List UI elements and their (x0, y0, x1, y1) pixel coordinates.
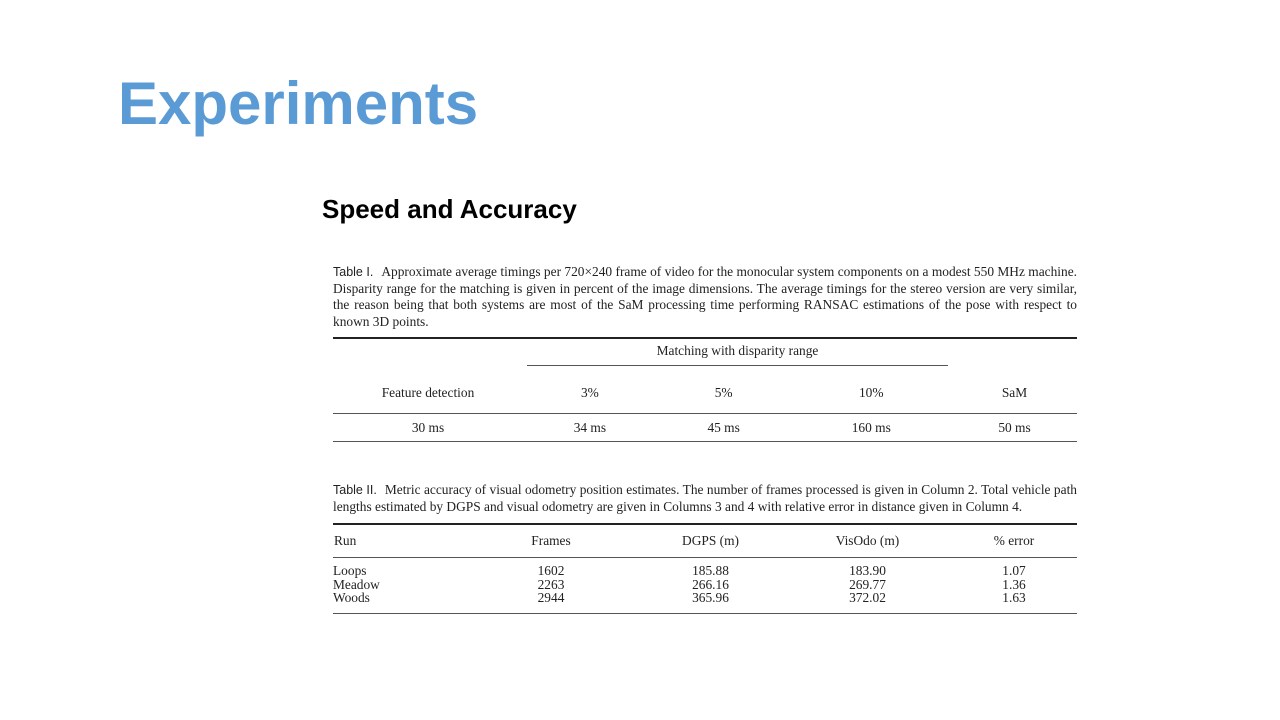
visodo-cell: 269.77 (849, 576, 886, 592)
error-cell: 1.36 (1002, 576, 1026, 592)
table-1 (333, 337, 1077, 442)
table-2-header-frames: Frames (465, 524, 637, 558)
table-2-header-visodo: VisOdo (m) (784, 524, 951, 558)
table-1-value-feature-detection: 30 ms (411, 419, 445, 435)
visodo-cell: 372.02 (849, 590, 886, 606)
table-row (333, 414, 1077, 442)
run-cell: Loops (333, 563, 367, 579)
table-1-figure (333, 264, 1077, 442)
table-2-header-row (333, 524, 1077, 558)
slide-title: Experiments (118, 70, 479, 137)
table-1-value-sam: 50 ms (998, 419, 1031, 435)
empty-cell (952, 338, 1077, 369)
table-1-header-sam: SaM (952, 369, 1077, 414)
table-2 (333, 523, 1077, 614)
table-1-value-5pct: 45 ms (707, 419, 740, 435)
table-row (333, 578, 1077, 592)
dgps-cell: 365.96 (692, 590, 729, 606)
table-row (333, 591, 1077, 613)
dgps-cell: 185.88 (692, 563, 729, 579)
error-cell: 1.07 (1002, 563, 1026, 579)
table-2-header-error: % error (951, 524, 1077, 558)
table-row (333, 558, 1077, 578)
run-cell: Meadow (333, 576, 380, 592)
table-2-caption (333, 482, 1077, 515)
error-cell: 1.63 (1002, 590, 1026, 606)
table-1-value-10pct: 160 ms (851, 419, 891, 435)
frames-cell: 2263 (537, 576, 565, 592)
table-1-header-10pct: 10% (791, 369, 953, 414)
table-1-group-header: Matching with disparity range (523, 338, 952, 369)
visodo-cell: 183.90 (849, 563, 886, 579)
frames-cell: 1602 (537, 563, 565, 579)
table-1-header-feature-detection: Feature detection (333, 369, 523, 414)
frames-cell: 2944 (537, 590, 565, 606)
section-subtitle: Speed and Accuracy (322, 194, 577, 224)
dgps-cell: 266.16 (692, 576, 729, 592)
table-1-caption-text: Approximate average timings per 720×240 frame of video for the monocular system components on a modest 550 MHz machine. Disparity range for the matching is given in percent of the image dimensions. The average timings for the stereo version are very similar, the reason being that both systems are most of the SaM processing time performing RANSAC estimations of the pose with respect to known 3D points. (333, 264, 1077, 329)
table-2-caption-text: Metric accuracy of visual odometry position estimates. The number of frames processed is given in Column 2. Total vehicle path lengths estimated by DGPS and visual odometry are given in Columns 3 and 4 with relative error in distance given in Column 4. (333, 482, 1077, 514)
table-2-label: Table II. (333, 483, 377, 497)
table-1-group-row (333, 338, 1077, 369)
table-1-value-3pct: 34 ms (573, 419, 607, 435)
table-2-header-dgps: DGPS (m) (637, 524, 784, 558)
table-1-header-5pct: 5% (657, 369, 791, 414)
table-1-caption (333, 264, 1077, 330)
table-2-header-run: Run (333, 524, 465, 558)
table-2-figure (333, 482, 1077, 614)
run-cell: Woods (333, 590, 370, 606)
table-1-label: Table I. (333, 265, 374, 279)
empty-cell (333, 338, 523, 369)
table-1-header-3pct: 3% (523, 369, 657, 414)
table-1-header-row (333, 369, 1077, 414)
